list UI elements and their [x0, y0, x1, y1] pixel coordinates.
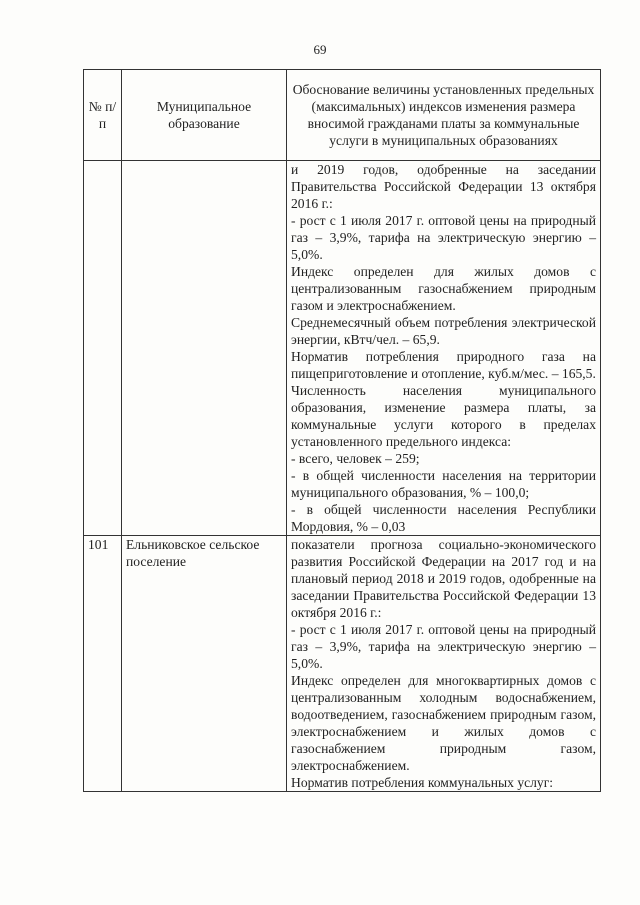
justification-paragraph: - всего, человек – 259; [291, 451, 420, 466]
table-row [84, 536, 601, 792]
row-municipality: Ельниковское сельское поселение [122, 536, 287, 792]
justification-paragraph: Индекс определен для многоквартирных домов с централизованным холодным водоснабжением, водоотведением, газоснабжением природным газом, электроснабжением и жилых домов с газоснабжением природным газом, электроснабжением. [291, 673, 596, 773]
header-municipality: Муниципальное образование [122, 70, 287, 161]
justification-paragraph: - в общей численности населения на территории муниципального образования, % – 100,0; [291, 468, 596, 500]
justification-paragraph: Индекс определен для жилых домов с централизованным газоснабжением природным газом и электроснабжением. [291, 264, 596, 313]
justification-paragraph: показатели прогноза социально-экономического развития Российской Федерации на 2017 год и на плановый период 2018 и 2019 годов, одобренные на заседании Правительства Российской Федерации 13 октября 2016 г.: [291, 537, 596, 620]
page-number: 69 [313, 42, 327, 57]
table-header-row [84, 70, 601, 161]
justification-paragraph: Норматив потребления природного газа на пищеприготовление и отопление, куб.м/мес. – 165,5. [291, 349, 596, 381]
header-number: № п/п [84, 70, 122, 161]
justification-paragraph: и 2019 годов, одобренные на заседании Правительства Российской Федерации 13 октября 2016 г.: [291, 162, 596, 211]
row-number: 101 [84, 536, 122, 792]
row-justification [287, 536, 601, 792]
tariff-index-table [83, 69, 601, 792]
table-row [84, 161, 601, 536]
justification-paragraph: Численность населения муниципального образования, изменение размера платы, за коммунальные услуги которого в пределах установленного предельного индекса: [291, 383, 596, 449]
row-justification [287, 161, 601, 536]
justification-paragraph: - рост с 1 июля 2017 г. оптовой цены на природный газ – 3,9%, тарифа на электрическую энергию – 5,0%. [291, 213, 596, 262]
justification-paragraph: Норматив потребления коммунальных услуг: [291, 775, 554, 790]
row-municipality [122, 161, 287, 536]
justification-paragraph: - в общей численности населения Республики Мордовия, % – 0,03 [291, 502, 596, 534]
justification-paragraph: - рост с 1 июля 2017 г. оптовой цены на природный газ – 3,9%, тарифа на электрическую энергию – 5,0%. [291, 622, 596, 671]
row-number [84, 161, 122, 536]
justification-paragraph: Среднемесячный объем потребления электрической энергии, кВтч/чел. – 65,9. [291, 315, 596, 347]
header-justification: Обоснование величины установленных предельных (максимальных) индексов изменения размера вносимой гражданами платы за коммунальные услуги в муниципальных образованиях [287, 70, 601, 161]
